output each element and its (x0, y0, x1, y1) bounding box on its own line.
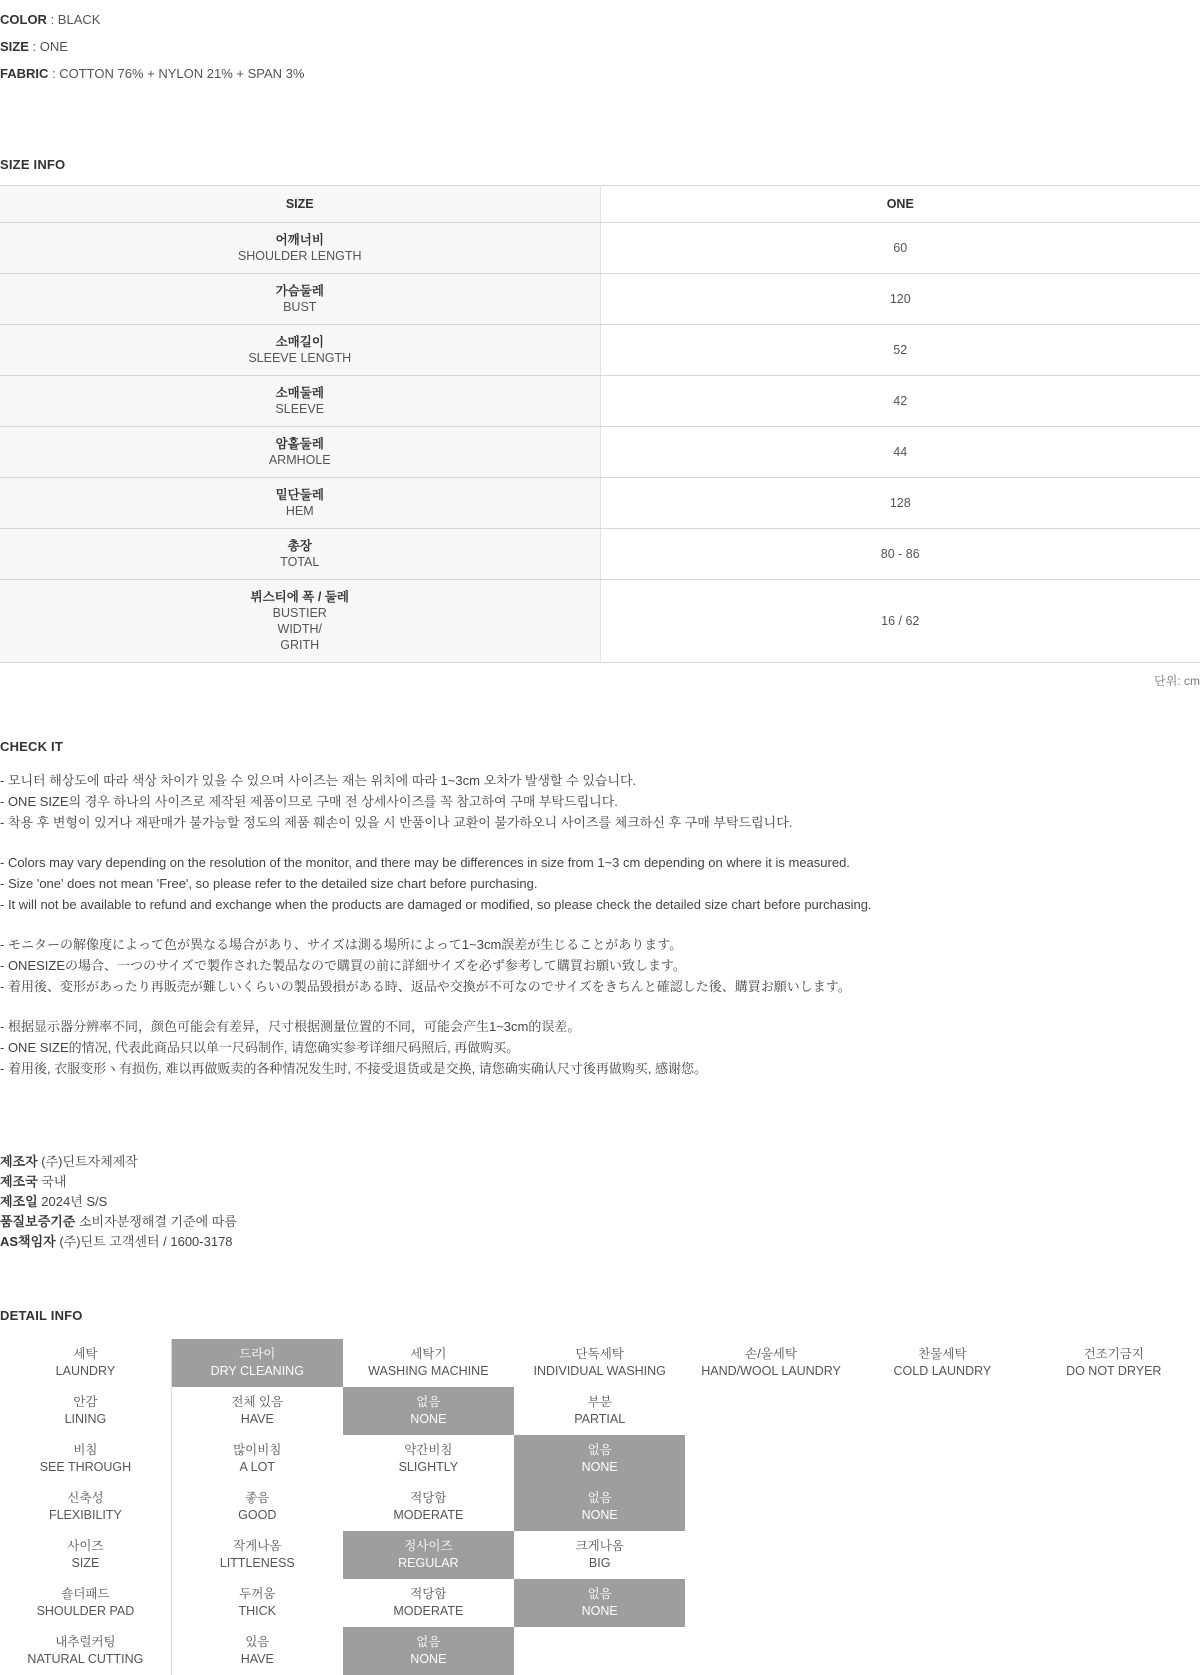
size-row-label (0, 529, 600, 580)
detail-cell-en: NONE (581, 1508, 618, 1522)
product-spec-list (0, 0, 1200, 87)
size-row-label (0, 376, 600, 427)
paragraph-gap (0, 833, 1200, 852)
detail-cell-ko: 찬물세탁 (918, 1347, 967, 1361)
detail-cell-en: THICK (238, 1604, 277, 1618)
one-col-header: ONE (600, 186, 1200, 223)
detail-cell-ko: 숄더패드 (61, 1587, 110, 1601)
detail-option-cell[interactable] (343, 1387, 514, 1435)
detail-cell-en: PARTIAL (574, 1412, 626, 1426)
detail-row (0, 1483, 1200, 1531)
table-row (0, 274, 1200, 325)
detail-category-cell (0, 1339, 171, 1387)
spec-key-color: COLOR (0, 12, 47, 27)
detail-cell-ko: 정사이즈 (404, 1539, 453, 1553)
size-row-label-ko: 가슴둘레 (275, 284, 324, 298)
detail-cell-ko: 좋음 (245, 1491, 270, 1505)
detail-option-cell[interactable] (514, 1483, 685, 1531)
detail-cell-ko: 적당함 (410, 1587, 447, 1601)
size-row-value: 80 - 86 (600, 529, 1200, 580)
check-it-line: - 착용 후 변형이 있거나 재판매가 불가능할 정도의 제품 훼손이 있을 시 반품이나 교환이 불가하오니 사이즈를 체크하신 후 구매 부탁드립니다. (0, 815, 793, 830)
size-row-label-en: SLEEVE (275, 402, 325, 416)
detail-option-cell[interactable] (1028, 1339, 1199, 1387)
manufacturer-info-row (0, 1172, 1200, 1192)
detail-cell-ko: 세탁기 (410, 1347, 447, 1361)
detail-cell-en: NATURAL CUTTING (27, 1652, 144, 1666)
check-it-text (0, 770, 1200, 1079)
detail-info-title: DETAIL INFO (0, 1308, 83, 1323)
size-row-label-en: TOTAL (280, 555, 320, 569)
detail-category-cell (0, 1483, 171, 1531)
manufacturer-info-value: 2024년 S/S (37, 1194, 108, 1209)
size-row-label (0, 427, 600, 478)
detail-option-cell[interactable] (343, 1531, 514, 1579)
spec-row-size (0, 33, 1200, 60)
detail-cell-en: SLIGHTLY (398, 1460, 459, 1474)
detail-category-cell (0, 1627, 171, 1675)
detail-cell-en: SHOULDER PAD (36, 1604, 135, 1618)
detail-cell-en: LITTLENESS (219, 1556, 295, 1570)
size-row-label-ko: 암홀둘레 (275, 437, 324, 451)
detail-cell-en: GOOD (238, 1508, 277, 1522)
detail-option-cell[interactable] (171, 1387, 342, 1435)
detail-info-table (0, 1339, 1200, 1675)
detail-option-cell (685, 1627, 856, 1675)
detail-cell-en: BIG (588, 1556, 611, 1570)
detail-option-cell (1028, 1531, 1199, 1579)
detail-cell-ko: 손/울세탁 (745, 1347, 797, 1361)
detail-cell-en: FLEXIBILITY (48, 1508, 122, 1522)
detail-option-cell (685, 1531, 856, 1579)
detail-cell-ko: 안감 (73, 1395, 98, 1409)
size-row-value: 60 (600, 223, 1200, 274)
detail-row (0, 1435, 1200, 1483)
detail-option-cell[interactable] (171, 1483, 342, 1531)
table-row (0, 427, 1200, 478)
detail-row (0, 1387, 1200, 1435)
size-row-label-en: SHOULDER LENGTH (237, 249, 362, 263)
detail-cell-ko: 세탁 (73, 1347, 98, 1361)
detail-cell-en: NONE (581, 1604, 618, 1618)
size-row-label-en: SLEEVE LENGTH (248, 351, 352, 365)
table-row (0, 325, 1200, 376)
detail-cell-en: SEE THROUGH (39, 1460, 132, 1474)
detail-cell-ko: 전체 있음 (231, 1395, 284, 1409)
detail-option-cell[interactable] (514, 1387, 685, 1435)
detail-cell-en: LAUNDRY (55, 1364, 116, 1378)
detail-option-cell[interactable] (343, 1579, 514, 1627)
check-it-line: - モニターの解像度によって色が異なる場合があり、サイズは測る場所によって1~3cm誤差が生じることがあります。 (0, 937, 683, 952)
size-row-value: 52 (600, 325, 1200, 376)
detail-cell-ko: 건조기금지 (1083, 1347, 1144, 1361)
detail-cell-ko: 드라이 (239, 1347, 276, 1361)
table-row (0, 376, 1200, 427)
spec-value-fabric: : COTTON 76% + NYLON 21% + SPAN 3% (52, 66, 305, 81)
size-row-label (0, 223, 600, 274)
size-info-table (0, 185, 1200, 663)
size-col-header: SIZE (0, 186, 600, 223)
detail-cell-ko: 작게나옴 (233, 1539, 282, 1553)
detail-option-cell (685, 1435, 856, 1483)
detail-row (0, 1627, 1200, 1675)
paragraph-gap (0, 915, 1200, 934)
detail-option-cell (1028, 1483, 1199, 1531)
detail-option-cell[interactable] (857, 1339, 1028, 1387)
manufacturer-info-key: 제조자 (0, 1154, 38, 1169)
detail-option-cell[interactable] (514, 1579, 685, 1627)
detail-option-cell[interactable] (685, 1339, 856, 1387)
detail-cell-en: HAVE (240, 1652, 274, 1666)
manufacturer-info-value: 소비자분쟁해결 기준에 따름 (75, 1214, 237, 1229)
check-it-line: - 모니터 해상도에 따라 색상 차이가 있을 수 있으며 사이즈는 재는 위치에 따라 1~3cm 오차가 발생할 수 있습니다. (0, 773, 637, 788)
manufacturer-info-value: (주)딘트 고객센터 / 1600-3178 (55, 1234, 233, 1249)
detail-cell-en: DRY CLEANING (210, 1364, 304, 1378)
detail-option-cell[interactable] (171, 1435, 342, 1483)
manufacturer-info-key: 제조일 (0, 1194, 38, 1209)
size-row-label (0, 274, 600, 325)
detail-cell-ko: 신축성 (67, 1491, 104, 1505)
detail-cell-en: LINING (64, 1412, 107, 1426)
detail-cell-ko: 비침 (73, 1443, 98, 1457)
detail-option-cell (857, 1483, 1028, 1531)
detail-option-cell[interactable] (343, 1483, 514, 1531)
detail-option-cell (685, 1483, 856, 1531)
size-row-label-en: ARMHOLE (268, 453, 331, 467)
check-it-line: - Size 'one' does not mean 'Free', so please refer to the detailed size chart before purchasing. (0, 876, 538, 891)
detail-option-cell (1028, 1579, 1199, 1627)
detail-option-cell[interactable] (514, 1435, 685, 1483)
detail-cell-en: DO NOT DRYER (1066, 1364, 1162, 1378)
size-row-value: 128 (600, 478, 1200, 529)
detail-cell-en: NONE (410, 1412, 447, 1426)
detail-option-cell (857, 1435, 1028, 1483)
detail-cell-en: HAND/WOOL LAUNDRY (701, 1364, 841, 1378)
size-row-label-ko: 총장 (287, 539, 312, 553)
table-row (0, 223, 1200, 274)
detail-cell-ko: 내추럴커팅 (55, 1635, 116, 1649)
detail-cell-ko: 없음 (587, 1491, 612, 1505)
detail-row (0, 1579, 1200, 1627)
size-row-value: 120 (600, 274, 1200, 325)
detail-row (0, 1339, 1200, 1387)
detail-option-cell (1028, 1627, 1199, 1675)
detail-cell-en: REGULAR (398, 1556, 459, 1570)
detail-category-cell (0, 1579, 171, 1627)
manufacturer-info-value: 국내 (37, 1174, 67, 1189)
check-it-line: - Colors may vary depending on the resolution of the monitor, and there may be differences in size from 1~3 cm depending on where it is measured. (0, 855, 850, 870)
size-row-label-ko: 소매길이 (275, 335, 324, 349)
spec-value-color: : BLACK (50, 12, 101, 27)
detail-option-cell (1028, 1387, 1199, 1435)
spec-value-size: : ONE (32, 39, 68, 54)
detail-cell-ko: 약간비침 (404, 1443, 453, 1457)
detail-cell-en: A LOT (239, 1460, 275, 1474)
detail-option-cell (514, 1627, 685, 1675)
check-it-line: - ONE SIZE的情况, 代表此商品只以单一尺码制作, 请您确实参考详细尺码照后, 再做购买。 (0, 1040, 520, 1055)
detail-option-cell[interactable] (514, 1339, 685, 1387)
table-row (0, 580, 1200, 663)
detail-cell-ko: 많이비침 (233, 1443, 282, 1457)
detail-row (0, 1531, 1200, 1579)
check-it-line: - 着用後, 衣服变形ヽ有损伤, 难以再做贩卖的各种情况发生时, 不接受退货或是交换, 请您确实确认尺寸後再做购买, 感谢您。 (0, 1061, 708, 1076)
detail-option-cell[interactable] (171, 1339, 342, 1387)
detail-cell-ko: 단독세탁 (575, 1347, 624, 1361)
detail-option-cell[interactable] (171, 1531, 342, 1579)
detail-option-cell (857, 1627, 1028, 1675)
detail-option-cell[interactable] (171, 1579, 342, 1627)
detail-option-cell (857, 1579, 1028, 1627)
manufacturer-info-row (0, 1232, 1200, 1252)
check-it-title: CHECK IT (0, 739, 63, 754)
size-row-value: 44 (600, 427, 1200, 478)
detail-option-cell (685, 1387, 856, 1435)
detail-category-cell (0, 1387, 171, 1435)
spec-key-fabric: FABRIC (0, 66, 49, 81)
size-row-value: 16 / 62 (600, 580, 1200, 663)
size-row-label-en: BUST (283, 300, 317, 314)
table-row (0, 478, 1200, 529)
check-it-line: - It will not be available to refund and exchange when the products are damaged or modified, so please check the detailed size chart before purchasing. (0, 897, 872, 912)
detail-cell-en: COLD LAUNDRY (893, 1364, 992, 1378)
detail-cell-ko: 사이즈 (67, 1539, 104, 1553)
size-row-label (0, 325, 600, 376)
detail-option-cell (857, 1387, 1028, 1435)
manufacturer-info (0, 1152, 1200, 1252)
manufacturer-info-key: 품질보증기준 (0, 1214, 76, 1229)
size-row-label (0, 478, 600, 529)
detail-option-cell[interactable] (343, 1435, 514, 1483)
table-header-row (0, 186, 1200, 223)
detail-cell-ko: 없음 (416, 1635, 441, 1649)
detail-cell-en: WASHING MACHINE (368, 1364, 489, 1378)
detail-cell-ko: 없음 (587, 1443, 612, 1457)
size-row-label (0, 580, 600, 663)
size-row-label-ko: 어깨너비 (275, 233, 324, 247)
manufacturer-info-value: (주)딘트자체제작 (37, 1154, 138, 1169)
detail-cell-en: MODERATE (393, 1508, 464, 1522)
detail-option-cell[interactable] (514, 1531, 685, 1579)
detail-category-cell (0, 1531, 171, 1579)
detail-option-cell[interactable] (343, 1339, 514, 1387)
manufacturer-info-key: AS책임자 (0, 1234, 56, 1249)
check-it-line: - 着用後、変形があったり再販売が難しいくらいの製品毀損がある時、返品や交換が不可なのでサイズをきちんと確認した後、購買お願いします。 (0, 979, 851, 994)
table-row (0, 529, 1200, 580)
detail-cell-ko: 있음 (245, 1635, 270, 1649)
manufacturer-info-key: 제조국 (0, 1174, 38, 1189)
detail-cell-en: SIZE (71, 1556, 100, 1570)
detail-option-cell (857, 1531, 1028, 1579)
detail-cell-ko: 크게나옴 (575, 1539, 624, 1553)
detail-option-cell (1028, 1435, 1199, 1483)
detail-cell-en: HAVE (240, 1412, 274, 1426)
size-info-title: SIZE INFO (0, 157, 66, 172)
check-it-line: - ONE SIZE의 경우 하나의 사이즈로 제작된 제품이므로 구매 전 상세사이즈를 꼭 참고하여 구매 부탁드립니다. (0, 794, 618, 809)
paragraph-gap (0, 997, 1200, 1016)
size-row-label-ko: 뷔스티에 폭 / 둘레 (250, 590, 349, 604)
size-row-label-ko: 밑단둘레 (275, 488, 324, 502)
detail-cell-en: INDIVIDUAL WASHING (533, 1364, 666, 1378)
size-row-label-ko: 소매둘레 (275, 386, 324, 400)
detail-option-cell (685, 1579, 856, 1627)
manufacturer-info-row (0, 1212, 1200, 1232)
spec-key-size: SIZE (0, 39, 29, 54)
unit-note: 단위: cm (1154, 674, 1200, 688)
detail-cell-ko: 없음 (587, 1587, 612, 1601)
check-it-line: - 根据显示器分辨率不同，颜色可能会有差异，尺寸根据测量位置的不同，可能会产生1~3cm的误差。 (0, 1019, 581, 1034)
detail-option-cell[interactable] (343, 1627, 514, 1675)
size-row-label-en: HEM (285, 504, 314, 518)
spec-row-fabric (0, 60, 1200, 87)
detail-cell-en: MODERATE (393, 1604, 464, 1618)
size-row-label-en: BUSTIER WIDTH/ GRITH (272, 606, 327, 652)
detail-category-cell (0, 1435, 171, 1483)
detail-cell-en: NONE (410, 1652, 447, 1666)
manufacturer-info-row (0, 1192, 1200, 1212)
detail-cell-ko: 두꺼움 (239, 1587, 276, 1601)
spec-row-color (0, 6, 1200, 33)
size-row-value: 42 (600, 376, 1200, 427)
detail-cell-ko: 적당함 (410, 1491, 447, 1505)
check-it-line: - ONESIZEの場合、一つのサイズで製作された製品なので購買の前に詳細サイズを必ず参考して購買お願い致します。 (0, 958, 686, 973)
manufacturer-info-row (0, 1152, 1200, 1172)
detail-option-cell[interactable] (171, 1627, 342, 1675)
detail-cell-ko: 부분 (587, 1395, 612, 1409)
detail-cell-en: NONE (581, 1460, 618, 1474)
detail-cell-ko: 없음 (416, 1395, 441, 1409)
